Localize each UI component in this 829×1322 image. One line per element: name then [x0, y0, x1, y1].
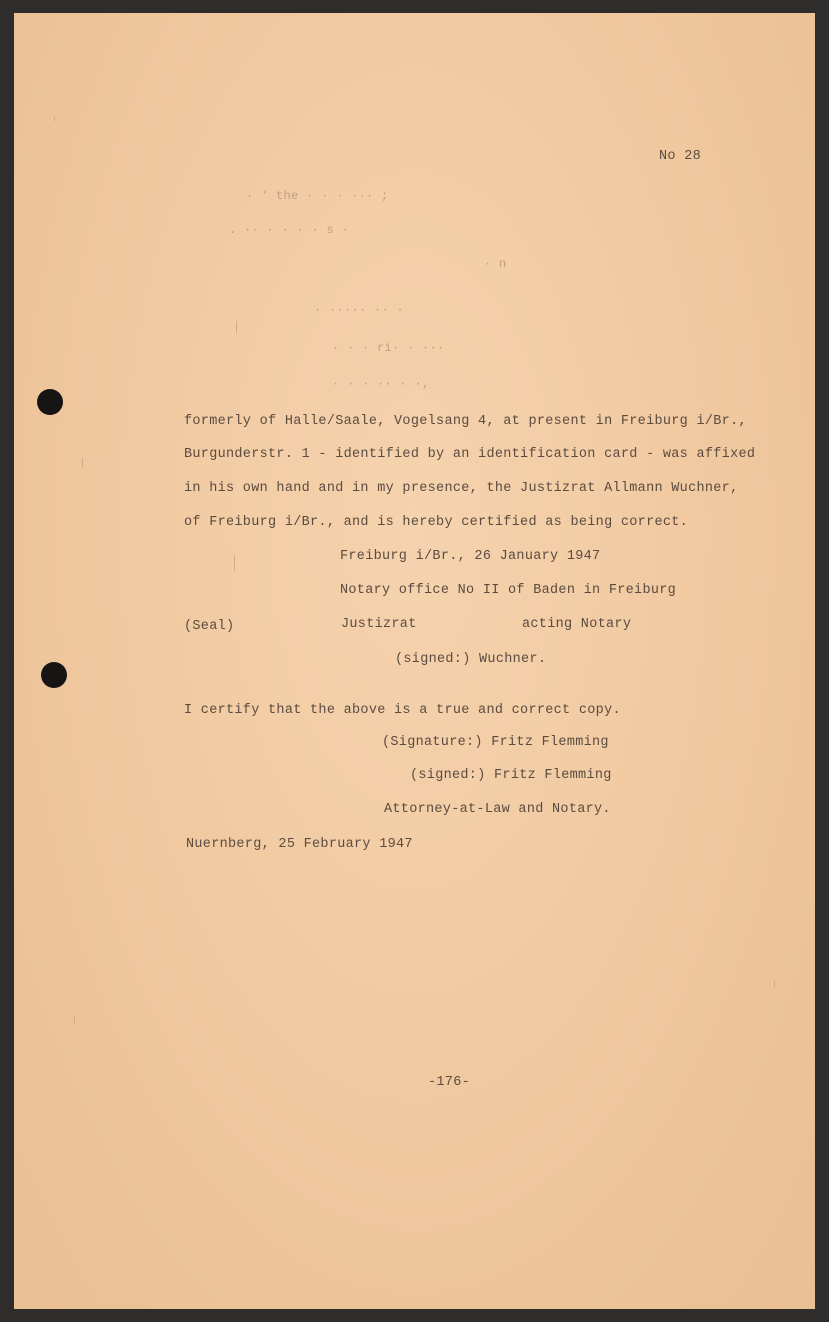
closing-place-date: Nuernberg, 25 February 1947 — [186, 837, 413, 852]
paper-speck — [74, 1015, 75, 1023]
paper-speck — [82, 458, 83, 468]
justizrat-label: Justizrat — [341, 617, 417, 632]
seal-label: (Seal) — [184, 619, 235, 634]
notary-office: Notary office No II of Baden in Freiburg — [340, 583, 677, 598]
paper-speck — [236, 321, 237, 333]
signature-line: (Signature:) Fritz Flemming — [382, 735, 609, 750]
faint-text-line: . ·· · · · · s · — [229, 223, 350, 237]
faint-text-line: · ‘ the · · · ··· ; — [246, 189, 389, 203]
document-number: No 28 — [659, 149, 702, 164]
faint-text-line: · ····· ·· · — [314, 303, 405, 317]
body-line: in his own hand and in my presence, the Justizrat Allmann Wuchner, — [184, 481, 739, 496]
body-line: Burgunderstr. 1 - identified by an identification card - was affixed — [184, 447, 756, 462]
paper-speck — [54, 117, 55, 121]
paper-speck — [774, 981, 775, 987]
place-date: Freiburg i/Br., 26 January 1947 — [340, 549, 601, 564]
faint-text-line: · · · ri· · ··· — [332, 341, 445, 355]
signed-flemming: (signed:) Fritz Flemming — [410, 768, 612, 783]
faint-text-line: · n — [484, 257, 507, 271]
attorney-title: Attorney-at-Law and Notary. — [384, 802, 611, 817]
body-line: formerly of Halle/Saale, Vogelsang 4, at present in Freiburg i/Br., — [184, 414, 747, 429]
document-page — [14, 13, 815, 1309]
faint-text-line: · · · ·· · ·, — [332, 377, 430, 391]
certify-line: I certify that the above is a true and correct copy. — [184, 703, 621, 718]
punch-hole — [41, 662, 67, 688]
body-line: of Freiburg i/Br., and is hereby certified as being correct. — [184, 515, 689, 530]
page-number: -176- — [428, 1075, 471, 1090]
paper-speck — [234, 555, 235, 571]
acting-notary-label: acting Notary — [522, 617, 632, 632]
punch-hole — [37, 389, 63, 415]
signed-wuchner: (signed:) Wuchner. — [395, 652, 547, 667]
